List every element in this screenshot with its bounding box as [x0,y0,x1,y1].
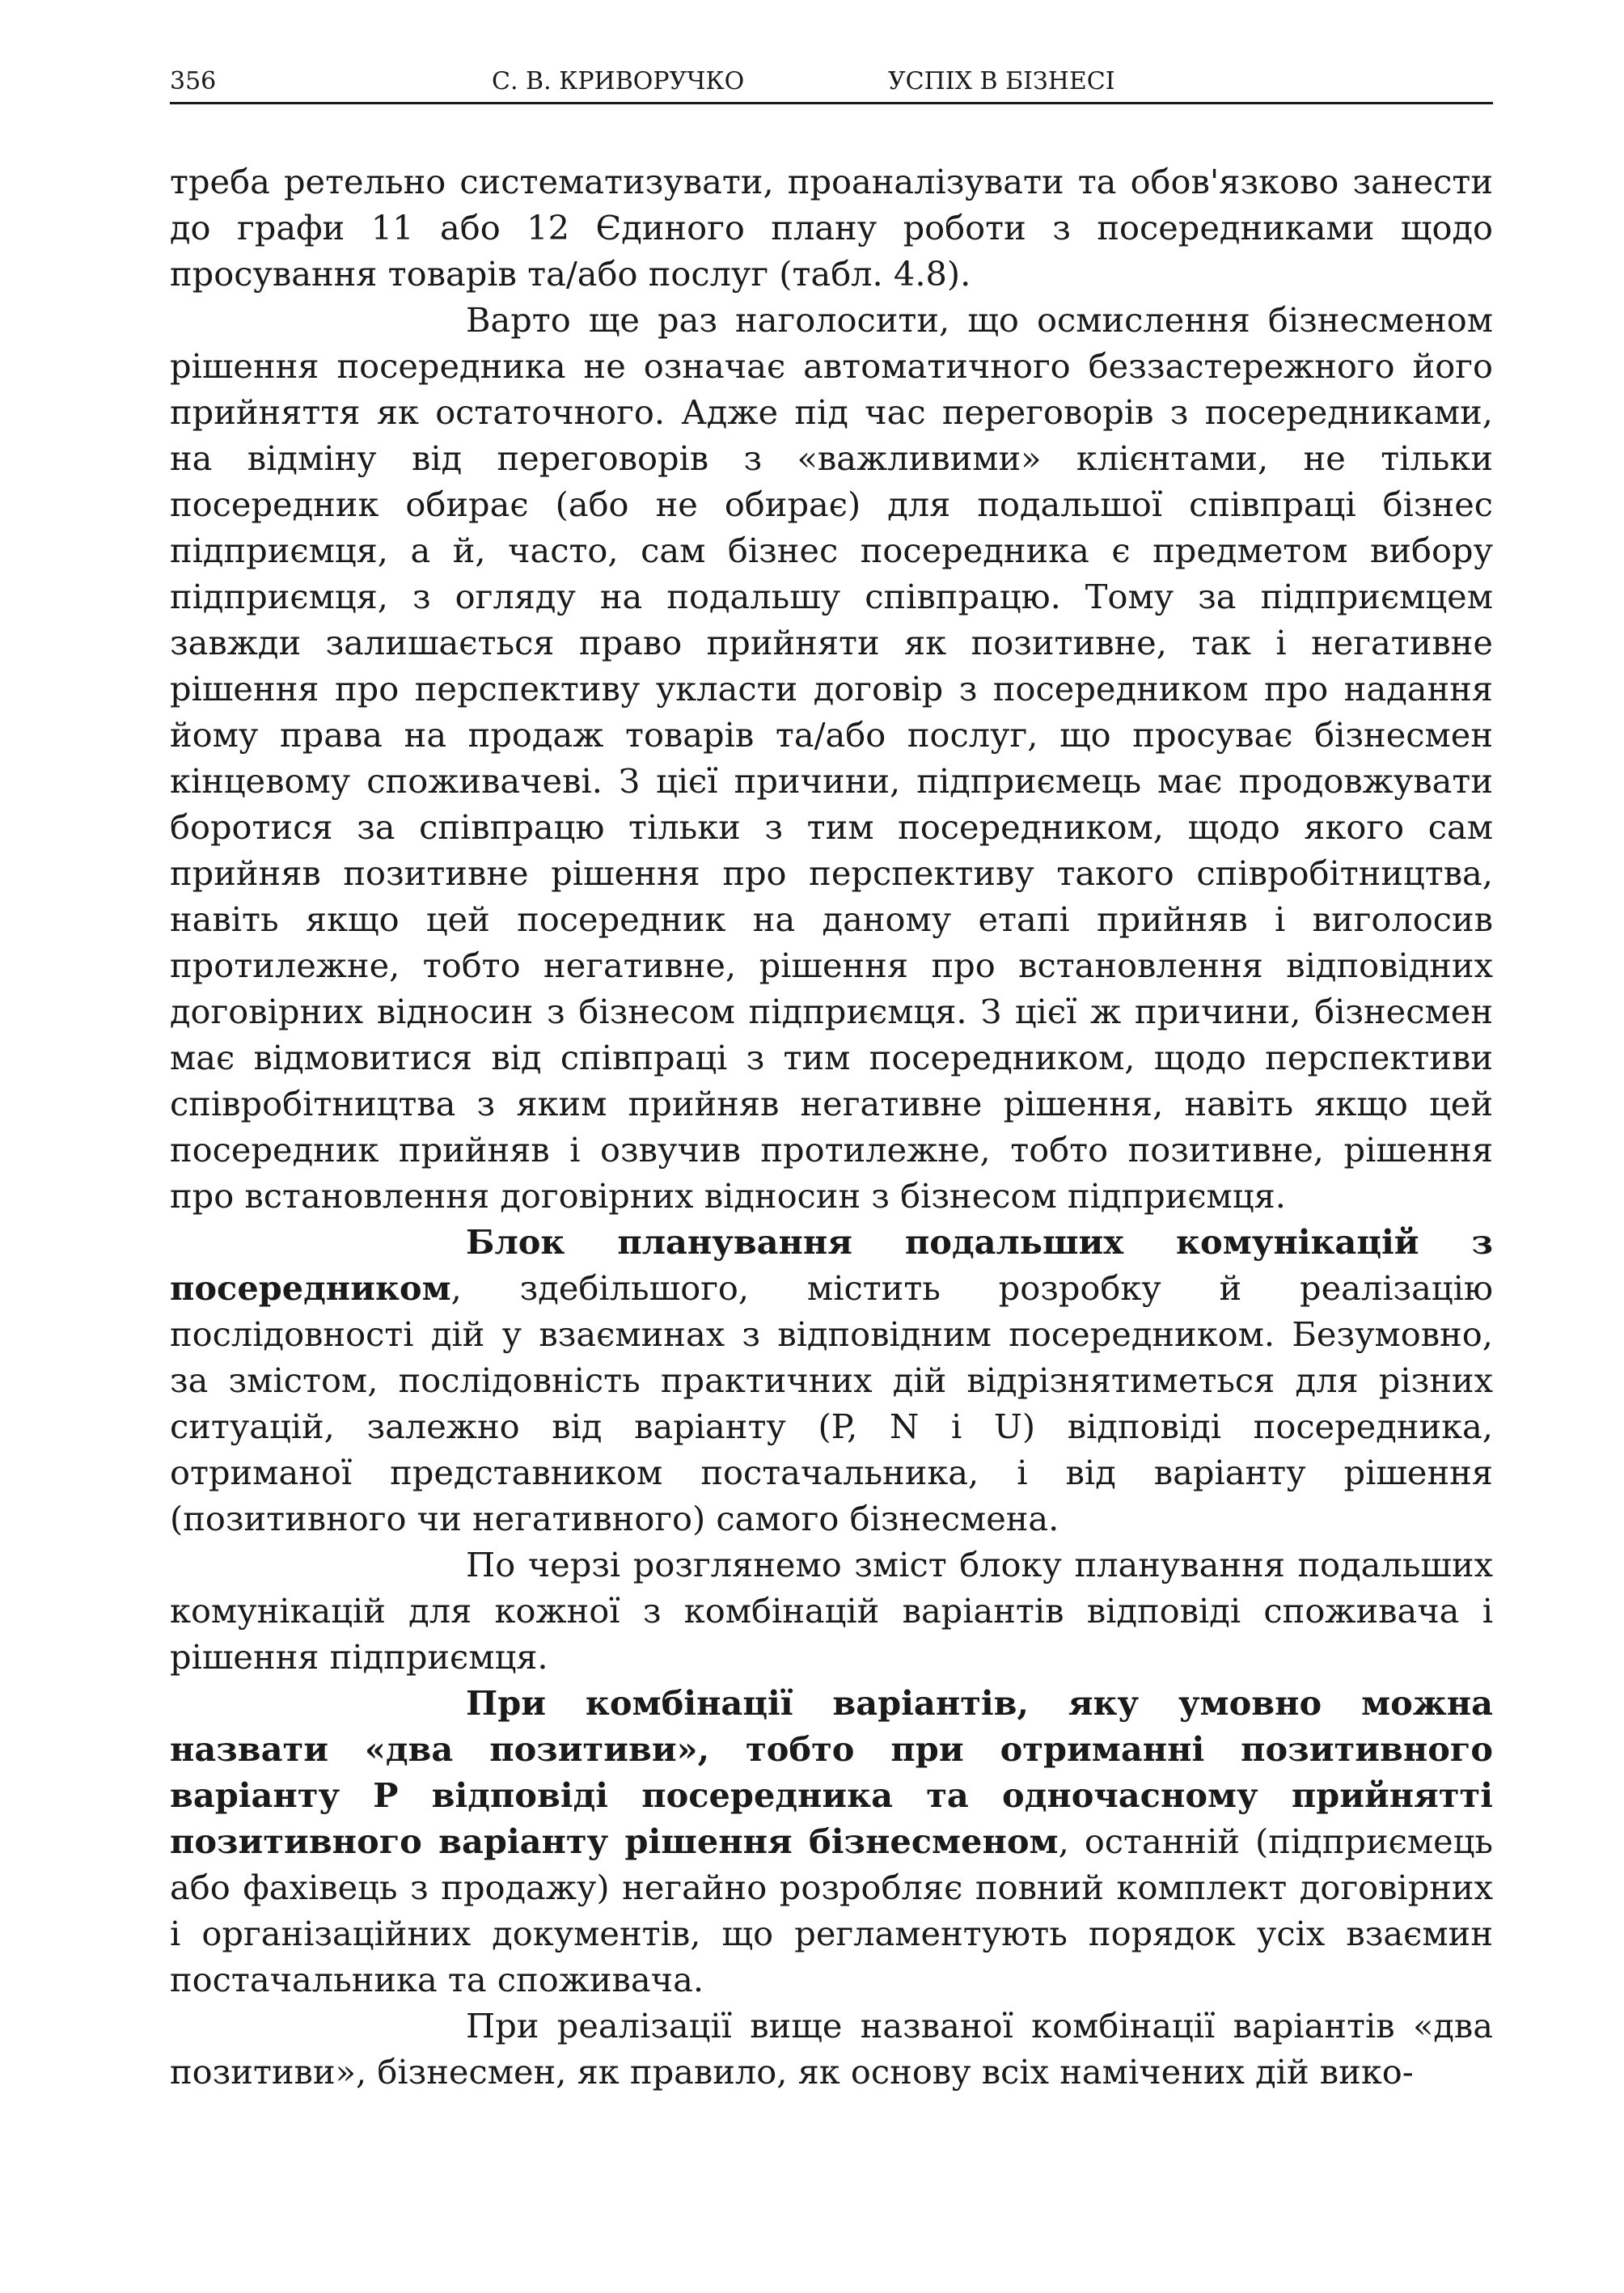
page-body [170,159,1493,2095]
paragraph [170,1219,1493,1542]
paragraph [170,1542,1493,1680]
author-name: С. В. КРИВОРУЧКО [492,67,745,95]
paragraph [170,1680,1493,2003]
running-header [170,65,1493,104]
paragraph-text: , останній (підприємець або фахівець з продажу) негайно розробляє повний комплект договірних і організаційних документів, що регламентують порядок усіх взаємин постачальника та споживача. [170,1821,1493,1999]
paragraph-text: При реалізації вище названої комбінації варіантів «два позитиви», бізнесмен, як правило, як основу всіх намічених дій вико- [170,2006,1493,2092]
paragraph [170,2003,1493,2095]
paragraph [170,297,1493,1219]
paragraph-text: По черзі розглянемо зміст блоку планування подальших комунікацій для кожної з комбінацій варіантів відповіді споживача і рішення підприємця. [170,1545,1493,1677]
paragraph-text: треба ретельно систематизувати, проаналізувати та обов'язково занести до графи 11 або 12 Єдиного плану роботи з посередниками щодо просування товарів та/або послуг (табл. 4.8). [170,162,1493,294]
paragraph-text: Варто ще раз наголосити, що осмислення бізнесменом рішення посередника не означає автоматичного беззастережного його прийняття як остаточного. Адже під час переговорів з посередниками, на відміну від переговорів з «важливими» клієнтами, не тільки посередник обирає (або не обирає) для подальшої співпраці бізнес підприємця, а й, часто, сам бізнес посередника є предметом вибору підприємця, з огляду на подальшу співпрацю. Тому за підприємцем завжди залишається право прийняти як позитивне, так і негативне рішення про перспективу укласти договір з посередником про надання йому права на продаж товарів та/або послуг, що просуває бізнесмен кінцевому споживачеві. З цієї причини, підприємець має продовжувати боротися за співпрацю тільки з тим посередником, щодо якого сам прийняв позитивне рішення про перспективу такого співробітництва, навіть якщо цей посередник на даному етапі прийняв і виголосив протилежне, тобто негативне, рішення про встановлення відповідних договірних відносин з бізнесом підприємця. З цієї ж причини, бізнесмен має відмовитися від співпраці з тим посередником, щодо перспективи співробітництва з яким прийняв негативне рішення, навіть якщо цей посередник прийняв і озвучив протилежне, тобто позитивне, рішення про встановлення договірних відносин з бізнесом підприємця. [170,300,1493,1216]
paragraph-heading-bold: Блок планування подальших комунікацій з посередником [170,1222,1493,1308]
book-title: УСПІХ В БІЗНЕСІ [888,67,1115,95]
page-number: 356 [170,67,217,95]
paragraph-heading-bold: При комбінації варіантів, яку умовно можна назвати «два позитиви», тобто при отриманні позитивного варіанту P відповіді посередника та одночасному прийнятті позитивного варіанту рішення бізнесменом [170,1683,1493,1861]
paragraph-text: , здебільшого, містить розробку й реалізацію послідовності дій у взаєминах з відповідним посередником. Безумовно, за змістом, послідовність практичних дій відрізнятиметься для різних ситуацій, залежно від варіанту (P, N і U) відповіді посередника, отриманої представником постачальника, і від варіанту рішення (позитивного чи негативного) самого бізнесмена. [170,1268,1493,1538]
paragraph-continuation [170,159,1493,297]
